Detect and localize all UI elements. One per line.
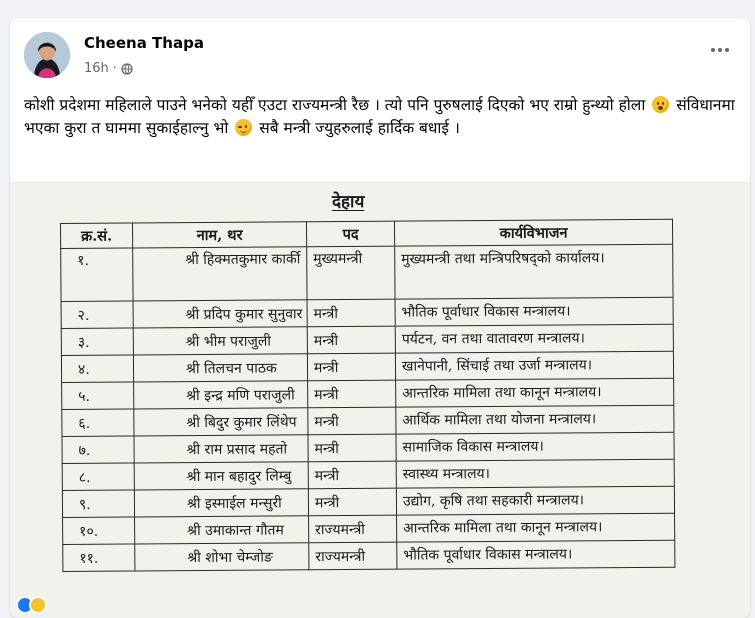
row-portfolio: स्वास्थ्य मन्त्रालय। [396, 459, 674, 488]
post-text-part-1: कोशी प्रदेशमा महिलाले पाउने भनेको यहीँ एउटा राज्यमन्त्री रैछ । त्यो पनि पुरुषलाई दिएको भए राम्रो हुन्थ्यो होला [24, 96, 646, 114]
winking-face-icon [235, 119, 252, 136]
avatar[interactable] [24, 32, 70, 78]
row-portfolio: पर्यटन, वन तथा वातावरण मन्त्रालय। [395, 324, 673, 353]
row-sn: १०. [63, 517, 135, 545]
globe-icon[interactable] [121, 63, 133, 75]
table-row [61, 297, 673, 328]
row-name: श्री इन्द्र मणि पराजुली [134, 381, 308, 409]
row-post: राज्यमन्त्री [309, 542, 397, 570]
row-sn: ६. [62, 409, 134, 437]
document-heading: देहाय [332, 192, 365, 212]
row-sn: ११. [63, 544, 135, 572]
haha-reaction-icon [29, 596, 47, 614]
row-portfolio: भौतिक पूर्वाधार विकास मन्त्रालय। [395, 297, 673, 326]
row-portfolio: खानेपानी, सिंचाई तथा उर्जा मन्त्रालय। [395, 351, 673, 380]
row-portfolio: आन्तरिक मामिला तथा कानून मन्त्रालय। [396, 378, 674, 407]
row-sn: ७. [62, 436, 134, 464]
row-post: मन्त्री [307, 353, 395, 381]
row-name: श्री शोभा चेम्जोङ [135, 543, 309, 571]
post-meta [84, 61, 133, 76]
row-portfolio: आर्थिक मामिला तथा योजना मन्त्रालय। [396, 405, 674, 434]
avatar-photo-icon [24, 32, 70, 78]
column-header-sn: क्र.सं. [61, 223, 133, 249]
post-text-part-2: संविधानमा भएका कुरा त घाममा सुकाईहाल्नु भो [24, 96, 735, 137]
row-sn: ३. [61, 328, 133, 356]
post-photo[interactable] [10, 182, 750, 618]
row-post: मन्त्री [308, 461, 396, 489]
row-portfolio: आन्तरिक मामिला तथा कानून मन्त्रालय। [397, 513, 675, 542]
row-name: श्री प्रदिप कुमार सुनुवार [133, 300, 307, 328]
row-name: श्री मान बहादुर लिम्बु [134, 462, 308, 490]
table-row [62, 405, 674, 436]
row-sn: ५. [62, 382, 134, 410]
table-row [61, 351, 673, 382]
row-name: श्री तिलचन पाठक [133, 354, 307, 382]
column-header-portfolio: कार्यविभाजन [394, 219, 672, 246]
column-header-post: पद [306, 221, 394, 247]
row-post: मन्त्री [307, 326, 395, 354]
more-options-button[interactable] [706, 40, 734, 60]
row-sn: २. [61, 301, 133, 329]
row-name: श्री इस्माईल मन्सुरी [134, 489, 308, 517]
post-card [10, 18, 750, 618]
row-name: श्री उमाकान्त गौतम [135, 516, 309, 544]
table-row [61, 324, 673, 355]
post-time[interactable]: 16h [84, 61, 109, 76]
table-row [63, 513, 675, 544]
row-post: राज्यमन्त्री [309, 515, 397, 543]
row-post: मन्त्री [308, 434, 396, 462]
row-post: मन्त्री [308, 380, 396, 408]
row-post: मन्त्री [308, 407, 396, 435]
more-dot [718, 48, 722, 52]
meta-separator: · [112, 61, 117, 76]
row-portfolio: मुख्यमन्त्री तथा मन्त्रिपरिषद्को कार्यालय। [395, 244, 673, 299]
table-row [63, 540, 675, 571]
more-options-icon [711, 48, 715, 52]
table-row [62, 432, 674, 463]
row-post: मुख्यमन्त्री [307, 246, 395, 300]
row-sn: १. [61, 248, 133, 302]
more-dot [725, 48, 729, 52]
post-text [24, 94, 740, 140]
table-row [61, 244, 673, 301]
row-sn: ४. [61, 355, 133, 383]
table-row [62, 459, 674, 490]
row-post: मन्त्री [307, 299, 395, 327]
table-row [62, 486, 674, 517]
cabinet-table [60, 219, 675, 572]
column-header-name: नाम, थर [133, 222, 307, 248]
row-name: श्री बिदुर कुमार लिंथेप [134, 408, 308, 436]
row-sn: ८. [62, 463, 134, 491]
row-name: श्री राम प्रसाद महतो [134, 435, 308, 463]
row-name: श्री भीम पराजुली [133, 327, 307, 355]
hushed-face-icon [652, 96, 669, 113]
row-post: मन्त्री [308, 488, 396, 516]
row-portfolio: भौतिक पूर्वाधार विकास मन्त्रालय। [397, 540, 675, 569]
row-sn: ९. [62, 490, 134, 518]
reaction-summary[interactable] [16, 596, 47, 614]
post-text-part-3: सबै मन्त्री ज्युहरुलाई हार्दिक बधाई । [254, 119, 460, 137]
row-portfolio: सामाजिक विकास मन्त्रालय। [396, 432, 674, 461]
author-name[interactable]: Cheena Thapa [84, 34, 204, 52]
row-portfolio: उद्योग, कृषि तथा सहकारी मन्त्रालय। [396, 486, 674, 515]
table-row [62, 378, 674, 409]
row-name: श्री हिक्मतकुमार कार्की [133, 247, 307, 301]
